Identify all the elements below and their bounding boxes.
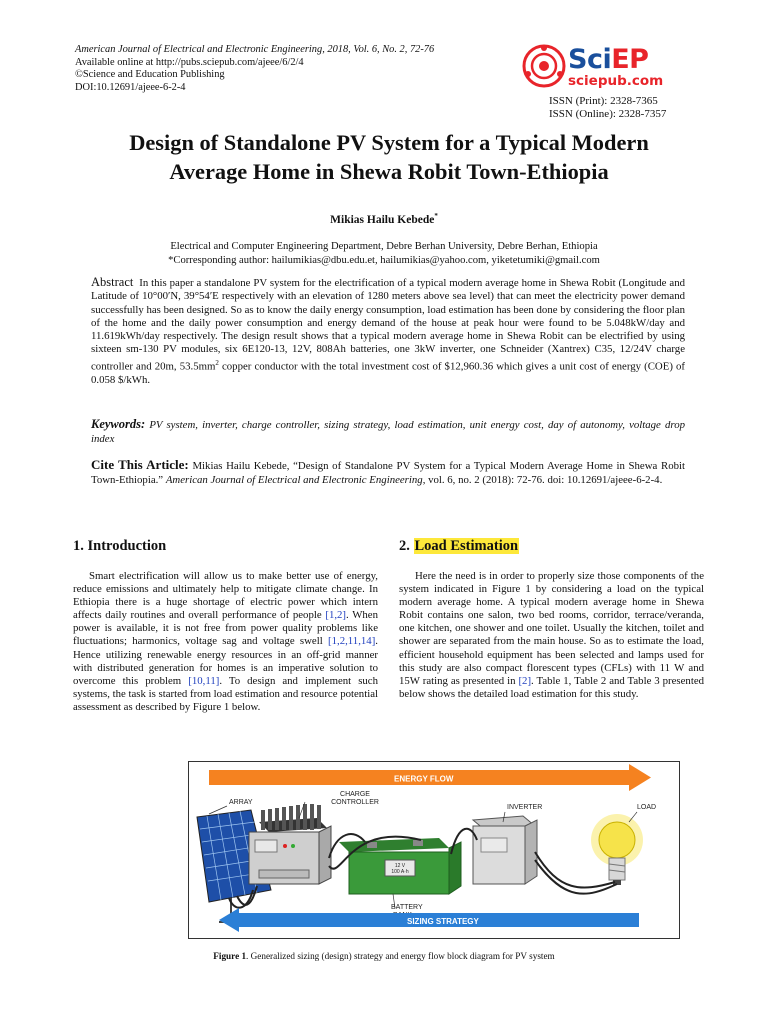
- load-bulb: [591, 804, 656, 885]
- abstract-label: Abstract: [91, 275, 134, 289]
- load-label: LOAD: [637, 804, 657, 811]
- load-estimation-body: Here the need is in order to properly size those components of the system indicated in Figure 1 by considering a load on the typical modern average home. A typical modern average home in Shewa Robit contains one salon, two bed rooms, corridor, terrace/veranda, one kitchen, one shower and one toilet. Usually the kitchen, toilet and shower are separated from the main house. So as to estimate the load, efficient household equipment has been selected and lamps used for this study are also compact florescent types (CFLs) with 11 W and 15W rating as presented in [2]. Table 1, Table 2 and Table 3 presented below shows the detailed load estimation for this study.: [399, 570, 705, 700]
- battery-bank: [339, 838, 461, 919]
- keywords-label: Keywords:: [91, 417, 146, 431]
- energy-flow-arrow: [209, 764, 651, 791]
- journal-citation: American Journal of Electrical and Electronic Engineering, 2018, Vol. 6, No. 2, 72-76: [75, 44, 435, 55]
- section-heading-introduction: 1. Introduction: [73, 538, 167, 554]
- sizing-strategy-label: SIZING STRATEGY: [407, 917, 479, 926]
- sciep-logo[interactable]: [522, 42, 692, 92]
- sizing-strategy-arrow: [219, 908, 639, 932]
- citation-link[interactable]: [10,11]: [188, 674, 220, 687]
- battery-capacity: 100 A·h: [391, 869, 409, 875]
- cite-label: Cite This Article:: [91, 457, 189, 472]
- cite-this-article: Cite This Article: Mikias Hailu Kebede, “Design of Standalone PV System for a Typical Modern Average Home in Shewa Robit Town-Ethiopia.” American Journal of Electrical and Electronic Engineering, vol. 6, no. 2 (2018): 72-76. doi: 10.12691/ajeee-6-2-4.: [91, 457, 685, 486]
- paper-title: Design of Standalone PV System for a Typical Modern Average Home in Shewa Robit Town-Ethiopia: [129, 130, 649, 184]
- inverter: [473, 804, 542, 884]
- issn-online: ISSN (Online): 2328-7357: [549, 108, 667, 120]
- charge-controller-label: CHARGE CONTROLLER: [331, 791, 379, 806]
- available-online[interactable]: Available online at http://pubs.sciepub.com/ajeee/6/2/4: [75, 56, 304, 68]
- issn-block: [549, 95, 666, 121]
- issn-print: ISSN (Print): 2328-7365: [549, 95, 658, 107]
- citation-link[interactable]: [2]: [518, 674, 532, 687]
- publisher: ©Science and Education Publishing: [75, 69, 225, 81]
- introduction-body: Smart electrification will allow us to make better use of energy, reduce emissions and ultimately help to mitigate climate change. In Ethiopia there is a huge shortage of electric power which intern affects daily routines and overall performance of people [1,2]. When power is available, it is not free from power quality problems like fluctuations; harmonics, voltage sag and voltage swell [1,2,11,14]. Hence utilizing renewable energy resources in an off-grid manner with distributed generation for homes is an imperative solution to overcome this problem [10,11]. To design and implement such systems, the task is started from load estimation and resource potential assessment as described by Figure 1 below.: [73, 570, 379, 713]
- doi[interactable]: DOI:10.12691/ajeee-6-2-4: [75, 81, 186, 93]
- figure-caption: Figure 1. Generalized sizing (design) strategy and energy flow block diagram for PV system: [213, 951, 555, 961]
- affiliation-line: Electrical and Computer Engineering Department, Debre Berhan University, Debre Berhan, Ethiopia: [170, 241, 598, 252]
- logo-url: sciepub.com: [568, 73, 664, 89]
- section-heading-load-estimation: 2. Load Estimation: [399, 538, 519, 554]
- journal-header: [75, 44, 434, 94]
- citation-link[interactable]: [1,2]: [325, 609, 347, 622]
- author-name: Mikias Hailu Kebede*: [330, 212, 438, 226]
- corresponding-author: *Corresponding author: hailumikias@dbu.edu.et, hailumikias@yahoo.com, yiketetumiki@gmail.com: [168, 255, 600, 266]
- array-label: ARRAY: [229, 799, 253, 806]
- affiliation: [0, 240, 768, 268]
- energy-flow-label: ENERGY FLOW: [394, 774, 454, 784]
- citation-link[interactable]: [1,2,11,14]: [328, 635, 376, 648]
- keywords: Keywords: PV system, inverter, charge controller, sizing strategy, load estimation, unit energy cost, day of autonomy, voltage drop index: [91, 417, 685, 445]
- battery-voltage: 12 V: [394, 863, 406, 869]
- logo-wordmark: SciEP: [568, 44, 649, 75]
- sciep-emblem-icon: [522, 44, 566, 88]
- battery-bank-label: BATTERY: [391, 904, 423, 911]
- abstract: Abstract In this paper a standalone PV system for the electrification of a typical modern average home in Shewa Robit (Longitude and Latitude of 10°00′N, 39°54′E respectively with an elevation of 1280 meters above sea level) that can meet the electricity power demand successfully has been designed. So as to know the daily energy consumption, load estimation has been done by considering the floor plan of the home and the daily power consumption and energy demand of the house at peak hour were found to be 5.048kW/day and 11.619kWh/day respectively. The design result shows that a typical modern average home in Shewa Robit can be electrified by using sixteen sm-130 PV modules, six 6E120-13, 12V, 808Ah batteries, one 3kW inverter, one Schneider (Xantrex) C35, 12/24V charge controller and 20m, $53.5mm^2$ copper conductor with the total investment cost of $12,960.36 which gives a unit cost of energy (COE) of 0.058 $/kWh.: [91, 275, 685, 386]
- inverter-label: INVERTER: [507, 804, 543, 811]
- figure-1: [188, 761, 680, 939]
